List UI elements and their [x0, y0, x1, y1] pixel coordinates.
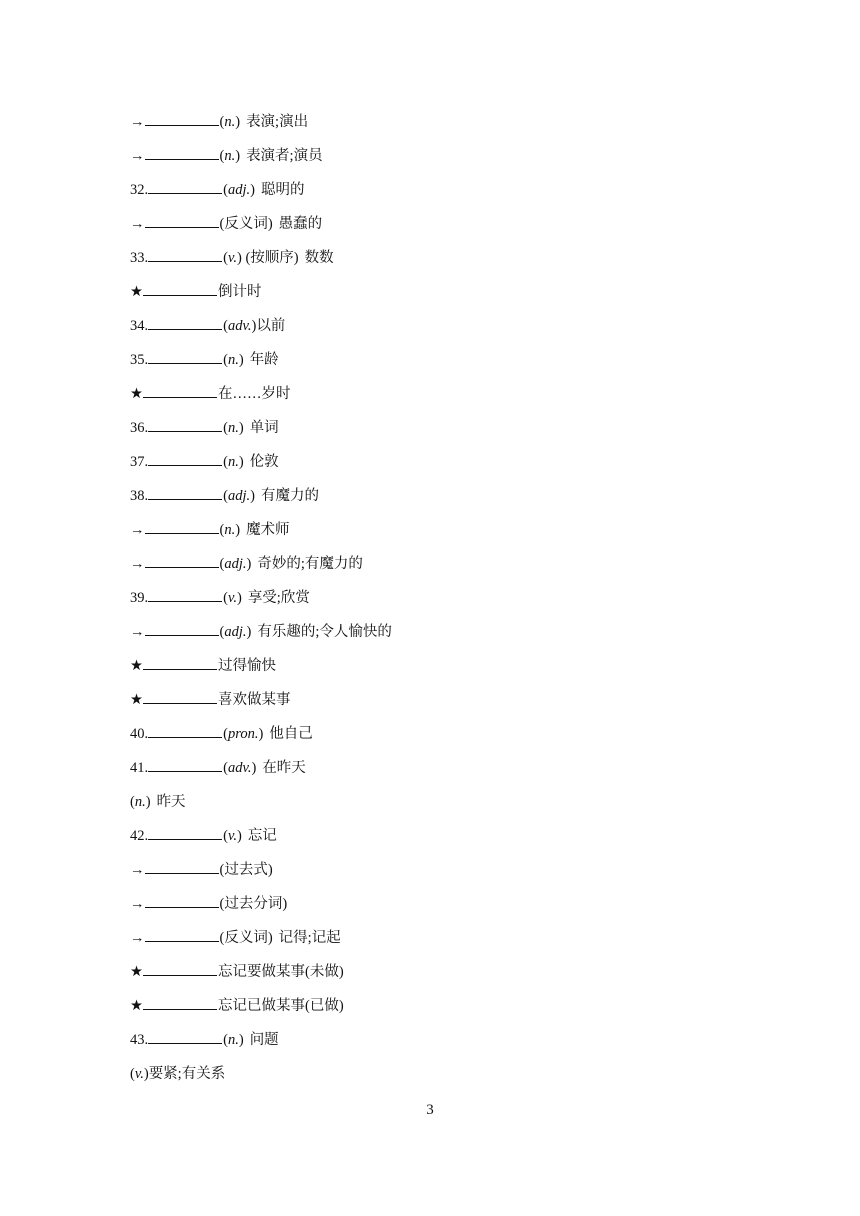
vocab-entry [130, 960, 770, 994]
answer-blank[interactable] [148, 178, 222, 194]
answer-blank[interactable] [145, 144, 219, 160]
vocab-entry [130, 382, 770, 416]
vocab-entry [130, 450, 770, 484]
entry-prefix: → [130, 556, 145, 572]
entry-prefix: → [130, 930, 145, 946]
answer-blank[interactable] [143, 280, 217, 296]
part-of-speech: (adj.) [223, 488, 255, 504]
entry-prefix: ★ [130, 964, 143, 980]
answer-blank[interactable] [148, 1028, 222, 1044]
part-of-speech: (n.) [223, 454, 244, 470]
entry-prefix: 34. [130, 318, 149, 334]
vocab-entry [130, 994, 770, 1028]
part-of-speech: (adj.) [223, 182, 255, 198]
entry-gloss: 在昨天 [262, 760, 306, 776]
part-of-speech: (adj.) [219, 624, 252, 640]
entry-gloss: 愚蠢的 [278, 216, 323, 232]
answer-blank[interactable] [143, 960, 217, 976]
entry-gloss: 在……岁时 [218, 386, 291, 402]
vocab-entry [130, 144, 770, 178]
vocab-entry [130, 314, 770, 348]
entry-prefix: → [130, 148, 145, 164]
entry-note: (反义词) [219, 216, 273, 232]
entry-gloss: 数数 [304, 250, 334, 266]
vocab-entry [130, 416, 770, 450]
entry-prefix: 38. [130, 488, 149, 504]
entry-prefix: 41. [130, 760, 149, 776]
entry-prefix: ★ [130, 658, 143, 674]
entry-prefix: ★ [130, 284, 143, 300]
entry-prefix: 43. [130, 1032, 149, 1048]
answer-blank[interactable] [145, 212, 219, 228]
vocab-entry [130, 892, 770, 926]
part-of-speech: (n.) [219, 148, 241, 164]
vocab-entry [130, 280, 770, 314]
entry-note: (反义词) [219, 930, 273, 946]
entry-note: (过去式) [219, 862, 273, 878]
entry-prefix: 36. [130, 420, 149, 436]
answer-blank[interactable] [148, 484, 222, 500]
entry-gloss: 倒计时 [218, 284, 262, 300]
entry-gloss: 忘记 [247, 828, 277, 844]
answer-blank[interactable] [145, 518, 219, 534]
entry-gloss: 魔术师 [246, 522, 290, 538]
vocabulary-list [130, 110, 770, 1096]
answer-blank[interactable] [148, 722, 222, 738]
entry-prefix: ★ [130, 386, 143, 402]
entry-gloss: 有魔力的 [260, 488, 319, 504]
entry-prefix: 33. [130, 250, 149, 266]
entry-gloss: 忘记已做某事(已做) [218, 998, 344, 1014]
answer-blank[interactable] [145, 110, 219, 126]
part-of-speech: (adv.) [223, 760, 257, 776]
part-of-speech: (n.) [219, 522, 241, 538]
part-of-speech: (pron.) [223, 726, 264, 742]
answer-blank[interactable] [145, 926, 219, 942]
vocab-entry [130, 1062, 770, 1096]
vocab-entry [130, 246, 770, 280]
answer-blank[interactable] [148, 756, 222, 772]
part-of-speech: (v.) [130, 1066, 149, 1082]
entry-gloss: 享受;欣赏 [247, 590, 310, 606]
entry-gloss: 问题 [249, 1032, 279, 1048]
part-of-speech: (adv.) [223, 318, 257, 334]
entry-gloss: 有乐趣的;令人愉快的 [257, 624, 392, 640]
vocab-entry [130, 756, 770, 790]
entry-gloss: 奇妙的;有魔力的 [257, 556, 363, 572]
part-of-speech: (adj.) [219, 556, 252, 572]
part-of-speech: (n.) [223, 420, 244, 436]
entry-prefix: → [130, 862, 145, 878]
vocab-entry [130, 484, 770, 518]
vocab-entry [130, 654, 770, 688]
vocab-entry [130, 722, 770, 756]
entry-gloss: 过得愉快 [218, 658, 276, 674]
vocab-entry [130, 858, 770, 892]
answer-blank[interactable] [145, 620, 219, 636]
entry-gloss: 要紧;有关系 [148, 1066, 226, 1082]
entry-gloss: 忘记要做某事(未做) [218, 964, 344, 980]
vocab-entry [130, 1028, 770, 1062]
entry-prefix: ★ [130, 692, 143, 708]
answer-blank[interactable] [148, 586, 222, 602]
answer-blank[interactable] [148, 314, 222, 330]
entry-prefix: 42. [130, 828, 149, 844]
vocab-entry [130, 586, 770, 620]
part-of-speech: (v.) [223, 828, 242, 844]
part-of-speech: (n.) [219, 114, 241, 130]
entry-prefix: 39. [130, 590, 149, 606]
entry-gloss: 喜欢做某事 [218, 692, 291, 708]
entry-prefix: 40. [130, 726, 149, 742]
entry-prefix: → [130, 216, 145, 232]
answer-blank[interactable] [148, 348, 222, 364]
entry-prefix: → [130, 522, 145, 538]
vocab-entry [130, 348, 770, 382]
entry-prefix: 37. [130, 454, 149, 470]
vocab-entry [130, 790, 770, 824]
vocab-entry [130, 178, 770, 212]
entry-gloss: 单词 [249, 420, 279, 436]
entry-gloss: 以前 [256, 318, 286, 334]
entry-gloss: 记得;记起 [278, 930, 341, 946]
vocab-entry [130, 926, 770, 960]
entry-gloss: 昨天 [156, 794, 186, 810]
answer-blank[interactable] [143, 994, 217, 1010]
vocab-entry [130, 518, 770, 552]
vocab-entry [130, 620, 770, 654]
entry-prefix: ★ [130, 998, 143, 1014]
answer-blank[interactable] [148, 246, 222, 262]
entry-prefix: → [130, 114, 145, 130]
answer-blank[interactable] [148, 824, 222, 840]
vocab-entry [130, 688, 770, 722]
answer-blank[interactable] [145, 892, 219, 908]
entry-gloss: 聪明的 [260, 182, 305, 198]
answer-blank[interactable] [145, 858, 219, 874]
part-of-speech: (v.) [223, 590, 242, 606]
answer-blank[interactable] [148, 416, 222, 432]
part-of-speech: (n.) [223, 1032, 244, 1048]
entry-prefix: → [130, 624, 145, 640]
answer-blank[interactable] [143, 382, 217, 398]
entry-gloss: 他自己 [269, 726, 313, 742]
answer-blank[interactable] [148, 450, 222, 466]
entry-gloss: 表演;演出 [246, 114, 309, 130]
vocab-entry [130, 212, 770, 246]
entry-prefix: → [130, 896, 145, 912]
vocab-entry [130, 824, 770, 858]
answer-blank[interactable] [145, 552, 219, 568]
part-of-speech: (n.) [130, 794, 151, 810]
answer-blank[interactable] [143, 688, 217, 704]
part-of-speech: (n.) [223, 352, 244, 368]
part-of-speech: (v.) [223, 250, 242, 266]
answer-blank[interactable] [143, 654, 217, 670]
vocab-entry [130, 552, 770, 586]
entry-gloss: 表演者;演员 [246, 148, 323, 164]
entry-gloss: 年龄 [249, 352, 279, 368]
entry-note: (按顺序) [241, 250, 299, 266]
vocab-entry [130, 110, 770, 144]
entry-prefix: 32. [130, 182, 149, 198]
page-number: 3 [426, 1102, 434, 1118]
entry-gloss: 伦敦 [249, 454, 279, 470]
entry-note: (过去分词) [219, 896, 288, 912]
entry-prefix: 35. [130, 352, 149, 368]
